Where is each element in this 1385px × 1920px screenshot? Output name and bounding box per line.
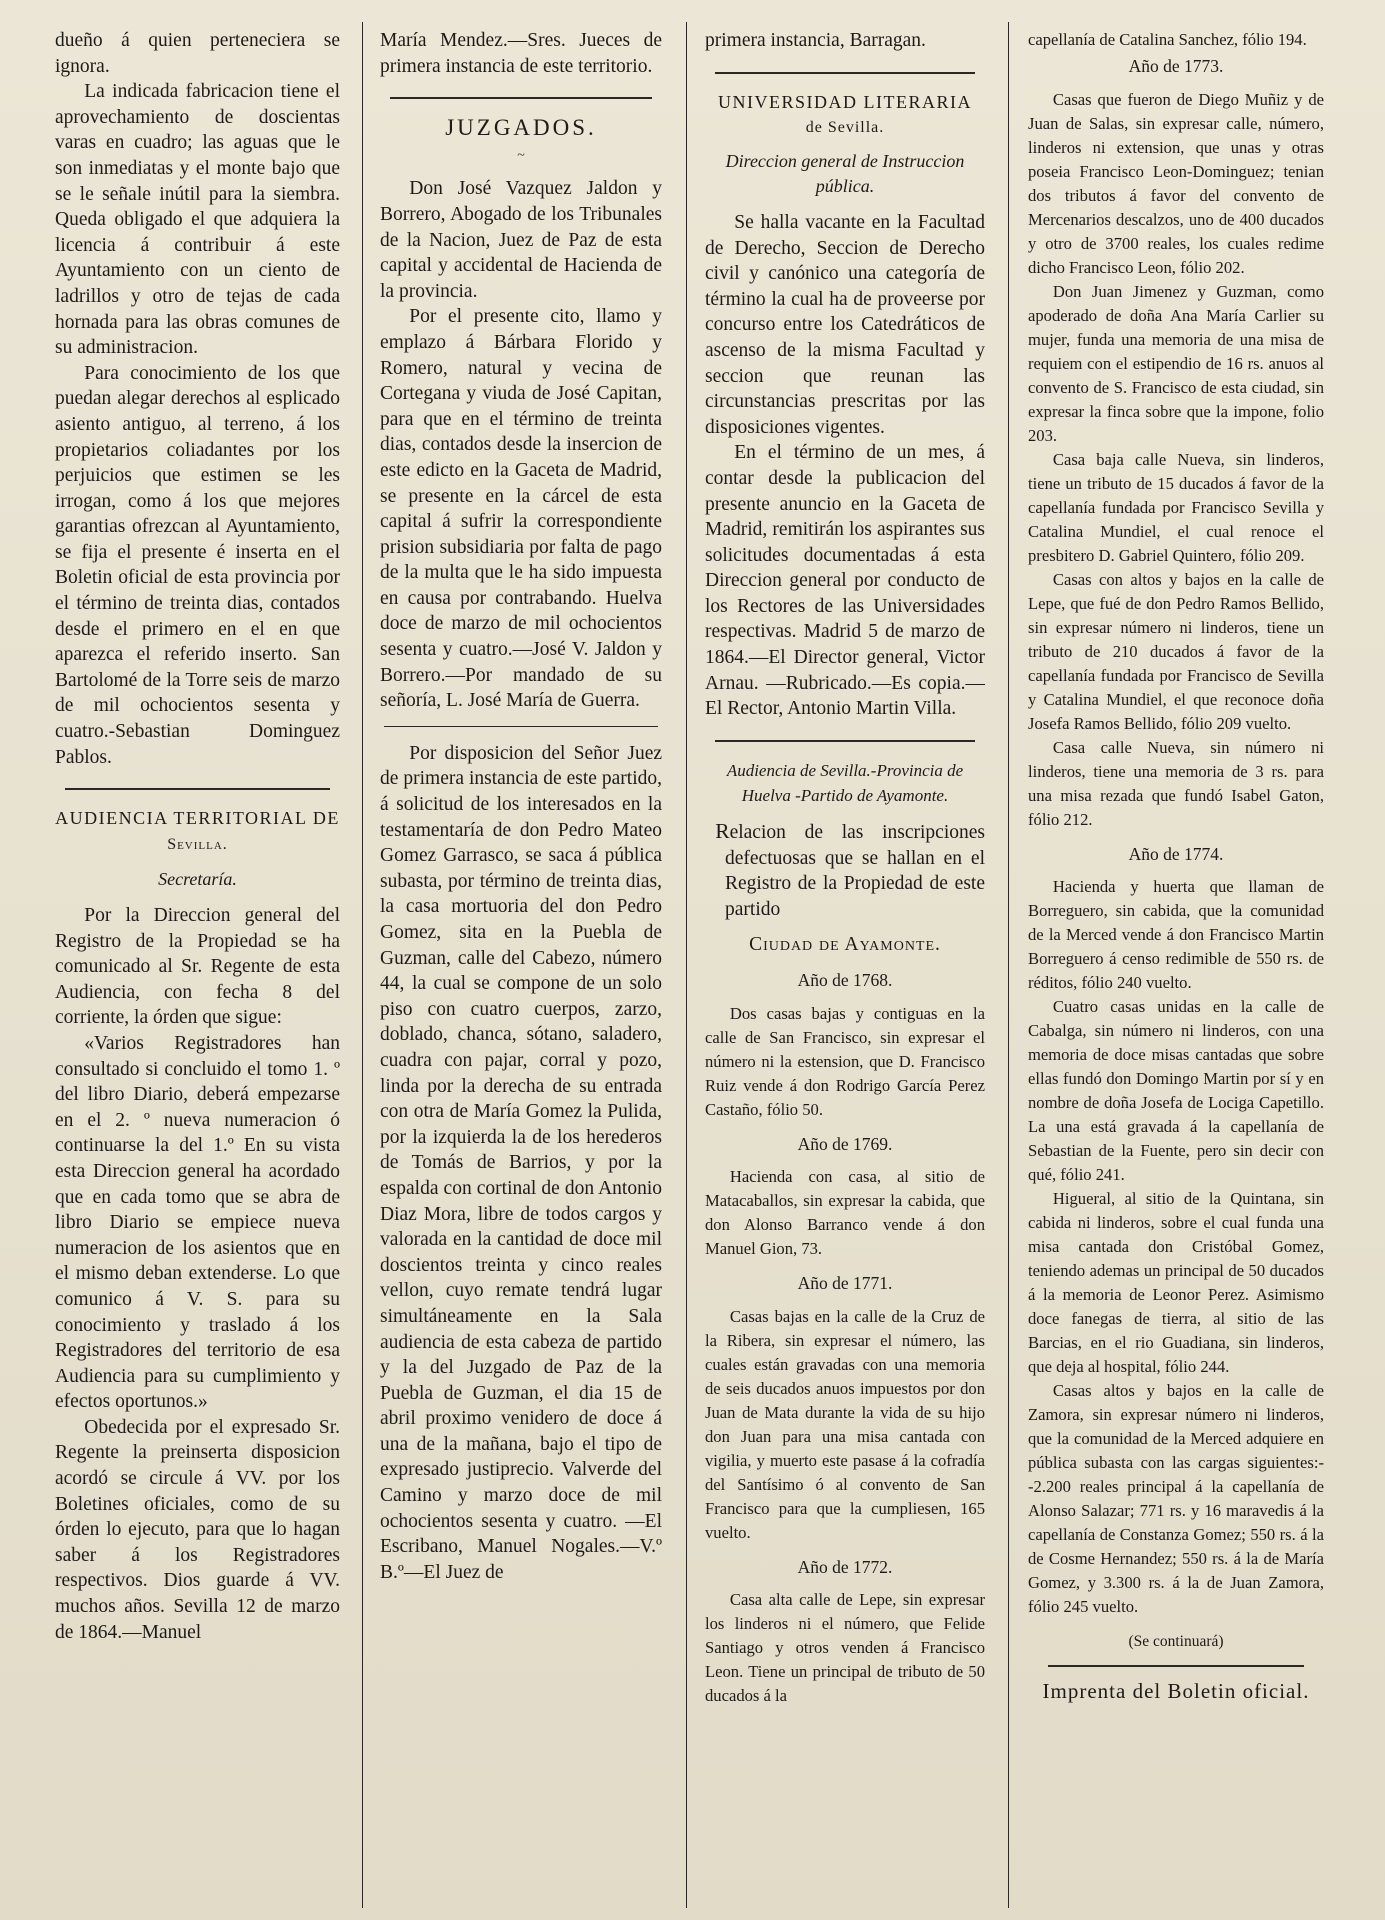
entry: Higueral, al sitio de la Quintana, sin cabida ni linderos, sobre el cual funda una misa cantada don Cristóbal Gomez, teniendo ademas un principal de 50 ducados á la memoria de Leonor Perez. Asimismo doce fanegas de tierra, al sitio de las Barcias, en el rio Guadiana, sin linderos, que deja al hospital, fólio 244.	[1028, 1189, 1324, 1377]
paragraph: dueño á quien perteneciera se ignora.	[55, 30, 340, 77]
universidad-heading: UNIVERSIDAD LITERARIA	[718, 91, 972, 112]
column-rule	[1008, 22, 1009, 1908]
entry: Casa alta calle de Lepe, sin expresar los linderos ni el número, que Felide Santiago y otros venden á Francisco Leon. Tiene un principal de tributo de 50 ducados á la	[705, 1590, 985, 1706]
column-4	[1028, 28, 1324, 1900]
entry: Casas altos y bajos en la calle de Zamora, sin expresar número ni linderos, que la comunidad de la Merced adquiere en pública subasta con las cargas siguientes:--2.200 reales principal á la capellanía de Alonso Salazar; 771 rs. y 16 maravedis á la capellanía de Constanza Gomez; 550 rs. á la de Cosme Hernandez; 550 rs. á la de María Gomez, y 3.300 rs. á la de Juan Zamora, fólio 245 vuelto.	[1028, 1381, 1324, 1617]
paragraph: «Varios Registradores han consultado si concluido el tomo 1. º del libro Diario, deberá empezarse en el 2. º nueva numeracion ó continuarse la del 1.º En su vista esta Direccion general ha acordado que en cada tomo que se abra de libro Diario se empiece nueva numeracion de los asientos que en el mismo deban extenderse. Lo que comunico á V. S. para su conocimiento y traslado á los Registradores del territorio de esa Audiencia para su cumplimiento y efectos oportunos.»	[55, 1032, 340, 1413]
ciudad-heading: Ciudad de Ayamonte.	[749, 934, 941, 956]
audiencia-heading: Audiencia de Sevilla.-Provincia de Huelva -Partido de Ayamonte.	[726, 760, 964, 806]
year-heading: Año de 1773.	[1128, 56, 1224, 76]
paragraph: En el término de un mes, á contar desde la publicacion del presente anuncio en la Gaceta de Madrid, remitirán los aspirantes sus solicitudes documentadas á esta Direccion general por conducto de los Rectores de las Universidades respectivas. Madrid 5 de marzo de 1864.—El Director general, Victor Arnau. —Rubricado.—Es copia.— El Rector, Antonio Martin Villa.	[705, 442, 985, 720]
year-heading: Año de 1771.	[797, 1273, 893, 1294]
entry: Cuatro casas unidas en la calle de Cabalga, sin número ni linderos, con una memoria de doce misas cantadas que sobre ellas fundó don Domingo Martin por sí y en nombre de doña Josefa de Lociga Capetillo. La una está gravada á la capellanía de Sebastian de la Fuente, pero sin decir con qué, fólio 241.	[1028, 997, 1324, 1185]
entry: Casas con altos y bajos en la calle de Lepe, que fué de don Pedro Ramos Bellido, sin expresar número ni linderos, tiene un tributo de 210 ducados á favor de la capellanía fundada por Francisco de Sevilla y Catalina Mundiel, el que reconoce doña Josefa Ramos Bellido, fólio 209 vuelto.	[1028, 569, 1324, 733]
paragraph: capellanía de Catalina Sanchez, fólio 194.	[1028, 30, 1307, 49]
paragraph: Para conocimiento de los que puedan alegar derechos al esplicado asiento antiguo, al terreno, á los propietarios coliadantes por los perjuicios que estimen se les irrogan, como á los que mejores garantias ofrezcan al Ayuntamiento, se fija el presente é inserta en el Boletin oficial de esta provincia por el término de treinta dias, contados desde el primero en el en que aparezca el referido inserto. San Bartolomé de la Torre seis de marzo de mil ochocientos sesenta y cuatro.-Sebastian Dominguez Pablos.	[55, 362, 340, 768]
audiencia-heading: AUDIENCIA TERRITORIAL DE	[55, 808, 340, 829]
paragraph: primera instancia, Barragan.	[705, 30, 926, 51]
year-heading: Año de 1768.	[797, 970, 893, 990]
column-rule	[362, 22, 363, 1908]
section-divider	[384, 726, 658, 727]
section-divider	[390, 97, 652, 99]
imprenta-footer: Imprenta del Boletin oficial.	[1042, 1678, 1310, 1703]
ornament: ~	[517, 147, 525, 163]
paragraph: Por disposicion del Señor Juez de primera instancia de este partido, á solicitud de los interesados en la testamentaría de don Pedro Mateo Gomez Garrasco, se saca á pública subasta, por término de treinta dias, la casa mortuoria del don Pedro Gomez, sita en la Puebla de Guzman, calle del Cabezo, número 44, la cual se compone de un solo piso con cuatro cuerpos, zarzo, doblado, chanca, sótano, saladero, cuadra con pajar, corral y pozo, linda por la derecha de su entrada con otra de María Gomez la Pulida, por la izquierda la de los herederos de Tomás de Barrios, y por la espalda con cortinal de don Antonio Diaz Mora, libre de todos cargos y valorada en la cantidad de doce mil doscientos treinta y cinco reales vellon, cuyo remate tendrá lugar simultáneamente en la Sala audiencia de esta cabeza de partido y la del Juzgado de Paz de la Puebla de Guzman, el dia 15 de abril proximo venidero de doce á una de la mañana, bajo el tipo de expresado justiprecio. Valverde del Camino y marzo doce de mil ochocientos sesenta y cuatro. —El Escribano, Manuel Nogales.—V.º B.º—El Juez de	[380, 742, 662, 1583]
universidad-city: de Sevilla.	[805, 119, 885, 137]
paragraph: Don José Vazquez Jaldon y Borrero, Abogado de los Tribunales de la Nacion, Juez de Paz de esta capital y accidental de Hacienda de la provincia.	[380, 178, 662, 302]
column-3	[705, 28, 985, 1900]
section-divider	[65, 788, 330, 790]
secretaria-heading: Secretaría.	[158, 869, 237, 890]
section-divider	[715, 72, 975, 74]
year-heading: Año de 1772.	[797, 1556, 893, 1577]
year-heading: Año de 1769.	[797, 1133, 893, 1154]
column-1	[55, 28, 340, 1900]
paragraph: Se halla vacante en la Facultad de Derecho, Seccion de Derecho civil y canónico una categoría de término la cual ha de proveerse por concurso entre los Catedráticos de ascenso de la misma Facultad y seccion que reunan las circunstancias prescritas por las disposiciones vigentes.	[705, 211, 985, 438]
entry: Casas que fueron de Diego Muñiz y de Juan de Salas, sin expresar calle, número, linderos ni extension, que unas y otras poseia Francisco Leon-Dominguez; tenian dos tributos á favor del convento de Mercenarios descalzos, uno de 400 ducados y otro de 3700 reales, los cuales redime dicho Francisco Leon, fólio 202.	[1028, 89, 1324, 277]
paragraph: La indicada fabricacion tiene el aprovechamiento de doscientas varas en cuadro; las aguas que le son inmediatas y el monte bajo que se le señale inútil para la siembra. Queda obligado el que adquiera la licencia á contribuir á este Ayuntamiento con un ciento de ladrillos y otro de tejas de cada hornada para las obras comunes de su administracion.	[55, 81, 340, 359]
section-divider	[1048, 1665, 1304, 1667]
entry: Casas bajas en la calle de la Cruz de la Ribera, sin expresar el número, las cuales están gravadas con una memoria de seis ducados anuos impuestos por don Juan de Mata durante la vida de su hijo don Juan para una misa cantada con vigilia, y muerto este pasase á la cofradía del Santísimo ó al convento de San Francisco para que la cumpliesen, 165 vuelto.	[705, 1306, 985, 1542]
year-heading: Año de 1774.	[1128, 843, 1224, 864]
section-divider	[715, 740, 975, 742]
entry: Casa calle Nueva, sin número ni linderos, tiene una memoria de 3 rs. para una misa rezada que fundó Isabel Gaton, fólio 212.	[1028, 737, 1324, 829]
audiencia-city: Sevilla.	[167, 835, 228, 853]
entry: Casa baja calle Nueva, sin linderos, tiene un tributo de 15 ducados á favor de la capellanía fundada por Francisco Sevilla y Catalina Mundiel, el cual renoce el presbitero D. Gabriel Quintero, fólio 209.	[1028, 449, 1324, 565]
direccion-heading: Direccion general de Instruccion pública.	[725, 150, 965, 197]
paragraph: Por el presente cito, llamo y emplazo á Bárbara Florido y Romero, natural y vecina de Cortegana y viuda de José Capitan, para que en el término de treinta dias, contados desde la insercion de este edicto en la Gaceta de Madrid, se presente en la cárcel de esta capital á sufrir la correspondiente prision subsidiaria por falta de pago de la multa que le ha sido impuesta en causa por contrabando. Huelva doce de marzo de mil ochocientos sesenta y cuatro.—José V. Jaldon y Borrero.—Por mandado de su señoría, L. José María de Guerra.	[380, 306, 662, 712]
entry: Don Juan Jimenez y Guzman, como apoderado de doña Ana María Carlier su mujer, funda una memoria de una misa de requiem con el estipendio de 16 rs. anuos al convento de S. Francisco de esta ciudad, sin expresar la finca sobre que la impone, folio 203.	[1028, 281, 1324, 445]
entry: Hacienda con casa, al sitio de Matacaballos, sin expresar la cabida, que don Alonso Barranco vende á don Manuel Gion, 73.	[705, 1167, 985, 1259]
continuara-note: (Se continuará)	[1128, 1633, 1224, 1651]
entry: Hacienda y huerta que llaman de Borreguero, sin cabida, que la comunidad de la Merced vende á don Francisco Martin Borreguero á censo redimible de 550 rs. de réditos, fólio 240 vuelto.	[1028, 877, 1324, 993]
relacion-heading: Relacion de las inscripciones defectuosas que se hallan en el Registro de la Propiedad de este partido	[715, 819, 985, 920]
entry: Dos casas bajas y contiguas en la calle de San Francisco, sin expresar el número ni la estension, que D. Francisco Ruiz vende á don Rodrigo García Perez Castaño, fólio 50.	[705, 1003, 985, 1119]
paragraph: Obedecida por el expresado Sr. Regente la preinserta disposicion acordó se circule á VV. por los Boletines oficiales, como de su órden lo ejecuto, para que lo hagan saber á los Registradores respectivos. Dios guarde á VV. muchos años. Sevilla 12 de marzo de 1864.—Manuel	[55, 1416, 340, 1643]
column-2	[380, 28, 662, 1900]
column-rule	[686, 22, 687, 1908]
paragraph: Por la Direccion general del Registro de la Propiedad se ha comunicado al Sr. Regente de esta Audiencia, con fecha 8 del corriente, la órden que sigue:	[55, 905, 340, 1029]
paragraph: María Mendez.—Sres. Jueces de primera instancia de este territorio.	[380, 30, 662, 77]
juzgados-heading: JUZGADOS.	[445, 115, 597, 141]
